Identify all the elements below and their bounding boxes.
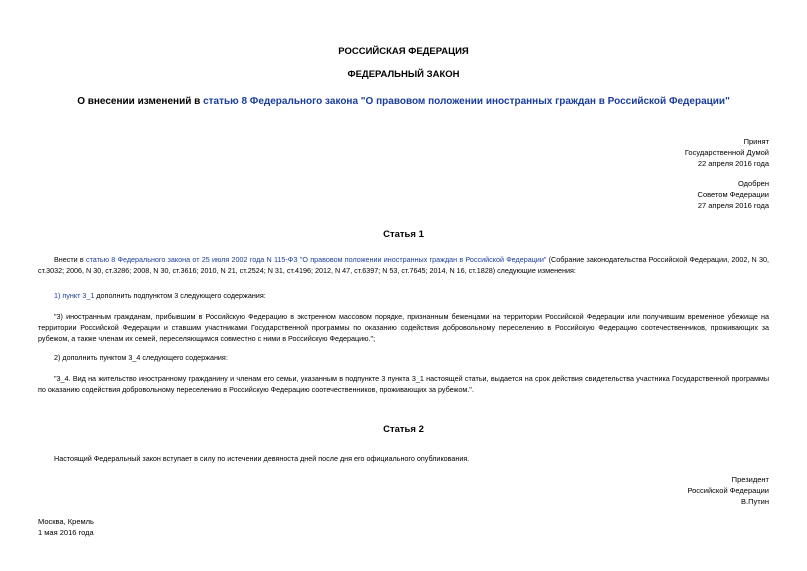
article2-heading: Статья 2 (383, 424, 424, 435)
article2-text (38, 453, 769, 464)
law-title (0, 96, 807, 107)
item1-link[interactable]: пункт 3_1 (62, 291, 95, 300)
signature-block (687, 474, 769, 507)
date-line: 1 мая 2016 года (38, 528, 94, 537)
item1-suffix: дополнить подпунктом 3 следующего содержания: (94, 291, 266, 300)
law-title-prefix: О внесении изменений в (77, 96, 204, 107)
country-heading: РОССИЙСКАЯ ФЕДЕРАЦИЯ (338, 46, 469, 57)
article1-intro-prefix: Внести в (54, 255, 86, 264)
approved-line2: Советом Федерации (697, 190, 769, 199)
place-date-block (38, 516, 94, 538)
article1-intro (38, 254, 769, 276)
adopted-line3: 22 апреля 2016 года (697, 159, 769, 168)
adopted-line2: Государственной Думой (684, 148, 769, 157)
signature-line1: Президент (731, 475, 769, 484)
signature-line2: Российской Федерации (687, 486, 769, 495)
quote1-text: "3) иностранным гражданам, прибывшим в Российскую Федерацию в экстренном массовом порядке, признанным беженцами на территории Российской Федерации или получившим временное убежище на территории Российской Федерации и ставшим участниками Государственной программы по оказанию содействия добровольному переселению в Российскую Федерацию соотечественников, проживающих за рубежом, а также членам их семей, переселяющимся совместно с ними в Российскую Федерацию."; (38, 312, 769, 343)
article1-item2 (38, 352, 769, 363)
place-line: Москва, Кремль (38, 517, 94, 526)
article1-intro-suffix: (Собрание законодательства Российской Федерации, 2002, N 30, ст.3032; 2006, N 30, ст.3286; 2008, N 30, ст.3616; 2010, N 21, ст.2524; N 31, ст.4196; 2012, N 47, ст.6397; N 53, ст.7645; 2014, N 16, ст.1828) следующие изменения: (38, 255, 769, 275)
article1-quote1 (38, 311, 769, 344)
adopted-line1: Принят (743, 137, 769, 146)
article1-quote2 (38, 373, 769, 395)
article1-intro-link[interactable]: статью 8 Федерального закона от 25 июля 2002 года N 115-ФЗ "О правовом положении иностранных граждан в Российской Федерации" (85, 255, 547, 264)
adopted-block (685, 136, 769, 169)
article1-item1 (38, 290, 769, 301)
law-title-link[interactable]: статью 8 Федерального закона "О правовом положении иностранных граждан в Российской Федерации" (203, 96, 730, 107)
article1-heading: Статья 1 (383, 229, 424, 240)
item2-text: 2) дополнить пунктом 3_4 следующего содержания: (54, 353, 228, 362)
signature-line3: В.Путин (741, 497, 769, 506)
doc-type-heading: ФЕДЕРАЛЬНЫЙ ЗАКОН (347, 69, 460, 80)
quote2-text: "3_4. Вид на жительство иностранному гражданину и членам его семьи, указанным в подпункте 3 пункта 3_1 настоящей статьи, выдается на срок действия свидетельства участника Государственной программы по оказанию содействия добровольному переселению в Российскую Федерацию соотечественников, проживающих за рубежом.". (38, 374, 769, 394)
approved-block (698, 178, 769, 211)
article2-text-body: Настоящий Федеральный закон вступает в силу по истечении девяноста дней после дня его официального опубликования. (54, 454, 470, 463)
approved-line3: 27 апреля 2016 года (697, 201, 769, 210)
approved-line1: Одобрен (738, 179, 769, 188)
item1-prefix: 1) (54, 291, 63, 300)
